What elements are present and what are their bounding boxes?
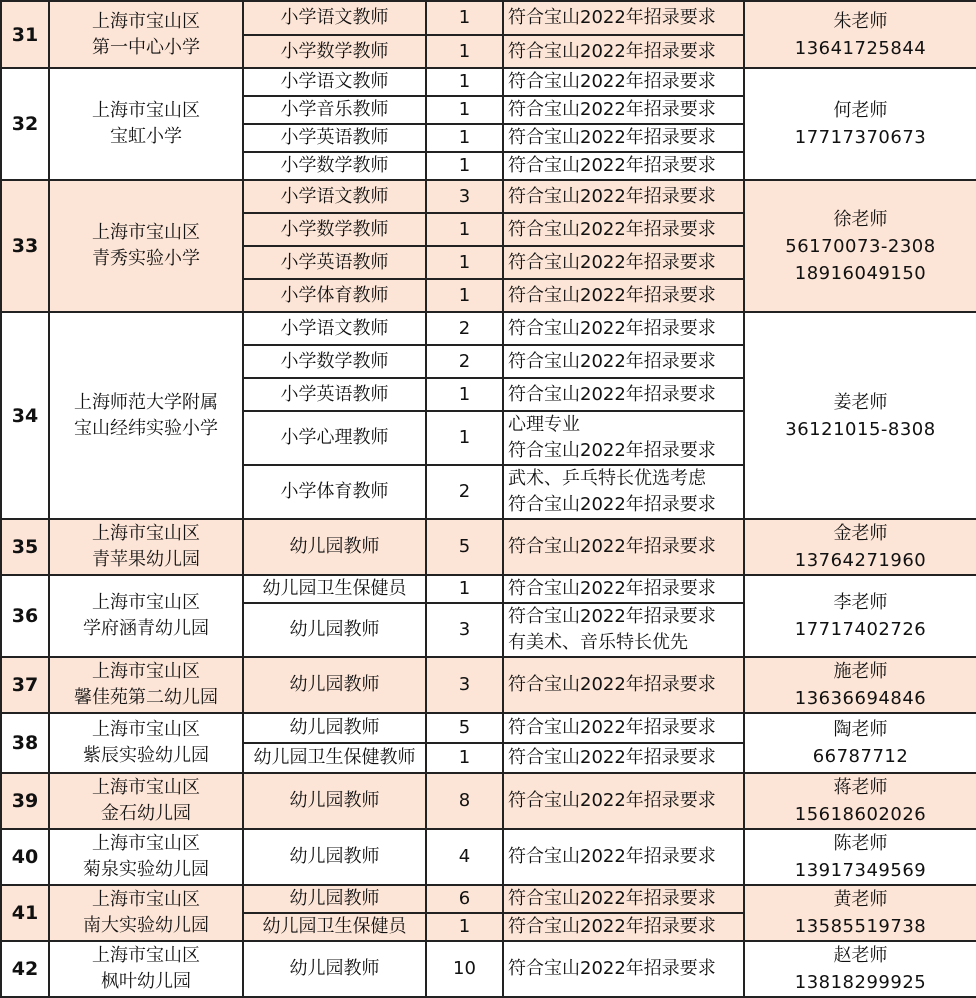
school-name <box>49 180 243 312</box>
school-name <box>49 885 243 941</box>
contact-info <box>744 657 976 713</box>
cell-line: 符合宝山2022年招录要求 <box>508 251 716 273</box>
table-row <box>1 941 976 997</box>
cell-line: 上海市宝山区 <box>92 523 200 544</box>
cell-line: 学府涵青幼儿园 <box>83 618 209 639</box>
cell-line: 青苹果幼儿园 <box>92 549 200 570</box>
cell-line: 上海师范大学附属 <box>74 391 218 413</box>
position-title: 幼儿园教师 <box>243 519 426 575</box>
table-row <box>1 68 976 96</box>
cell-line: 宝虹小学 <box>110 126 182 147</box>
cell-line: 符合宝山2022年招录要求 <box>508 40 716 62</box>
cell-line: 上海市宝山区 <box>92 661 200 682</box>
position-count: 1 <box>426 68 503 96</box>
cell-line: 符合宝山2022年招录要求 <box>508 284 716 306</box>
position-count: 1 <box>426 279 503 312</box>
contact-phone: 13917349569 <box>794 860 927 881</box>
row-number: 31 <box>1 1 49 68</box>
cell-line: 符合宝山2022年招录要求 <box>508 350 716 372</box>
cell-line: 符合宝山2022年招录要求 <box>508 383 716 405</box>
contact-phone: 15618602026 <box>794 804 927 825</box>
position-requirement <box>503 411 744 465</box>
cell-line: 紫辰实验幼儿园 <box>83 745 209 766</box>
contact-info <box>744 575 976 657</box>
contact-phone: 36121015-8308 <box>785 418 936 440</box>
position-requirement <box>503 941 744 997</box>
contact-info <box>744 885 976 941</box>
cell-line: 上海市宝山区 <box>92 777 200 798</box>
table-row <box>1 519 976 575</box>
position-count: 2 <box>426 465 503 519</box>
position-count: 8 <box>426 773 503 829</box>
cell-line: 符合宝山2022年招录要求 <box>508 606 716 627</box>
position-count: 1 <box>426 213 503 246</box>
position-title: 小学语文教师 <box>243 180 426 213</box>
table-row <box>1 575 976 603</box>
cell-line: 符合宝山2022年招录要求 <box>508 127 716 148</box>
contact-info <box>744 312 976 519</box>
position-count: 3 <box>426 180 503 213</box>
position-requirement <box>503 152 744 180</box>
position-count: 1 <box>426 152 503 180</box>
contact-phone: 13636694846 <box>794 688 927 709</box>
position-requirement <box>503 465 744 519</box>
position-count: 1 <box>426 124 503 152</box>
position-title: 幼儿园教师 <box>243 713 426 743</box>
table-row <box>1 885 976 913</box>
contact-phone: 17717402726 <box>794 619 927 640</box>
position-count: 10 <box>426 941 503 997</box>
position-title: 小学语文教师 <box>243 312 426 345</box>
position-count: 1 <box>426 743 503 773</box>
position-requirement <box>503 1 744 35</box>
cell-line: 符合宝山2022年招录要求 <box>508 674 716 695</box>
contact-info <box>744 1 976 68</box>
position-count: 1 <box>426 96 503 124</box>
position-title: 小学语文教师 <box>243 1 426 35</box>
row-number: 32 <box>1 68 49 180</box>
row-number: 35 <box>1 519 49 575</box>
cell-line: 符合宝山2022年招录要求 <box>508 317 716 339</box>
contact-name: 金老师 <box>833 523 888 544</box>
cell-line: 符合宝山2022年招录要求 <box>508 888 716 909</box>
contact-name: 徐老师 <box>833 208 888 230</box>
position-requirement <box>503 279 744 312</box>
position-title: 小学数学教师 <box>243 152 426 180</box>
position-count: 1 <box>426 411 503 465</box>
cell-line: 宝山经纬实验小学 <box>74 417 218 439</box>
contact-phone: 13818299925 <box>794 972 927 993</box>
row-number: 36 <box>1 575 49 657</box>
position-count: 1 <box>426 1 503 35</box>
table-row <box>1 713 976 743</box>
cell-line: 符合宝山2022年招录要求 <box>508 536 716 557</box>
position-requirement <box>503 773 744 829</box>
table-row <box>1 773 976 829</box>
cell-line: 符合宝山2022年招录要求 <box>508 494 716 515</box>
position-requirement <box>503 35 744 68</box>
cell-line: 上海市宝山区 <box>92 592 200 613</box>
school-name <box>49 941 243 997</box>
school-name <box>49 575 243 657</box>
row-number: 41 <box>1 885 49 941</box>
contact-phone: 18916049150 <box>794 262 927 284</box>
cell-line: 枫叶幼儿园 <box>101 971 191 992</box>
cell-line: 符合宝山2022年招录要求 <box>508 155 716 176</box>
row-number: 37 <box>1 657 49 713</box>
table-row <box>1 1 976 35</box>
position-requirement <box>503 246 744 279</box>
table-row <box>1 180 976 213</box>
position-count: 1 <box>426 378 503 411</box>
cell-line: 武术、乒乓特长优选考虑 <box>508 468 706 489</box>
position-requirement <box>503 657 744 713</box>
position-requirement <box>503 743 744 773</box>
position-requirement <box>503 829 744 885</box>
position-count: 1 <box>426 575 503 603</box>
position-requirement <box>503 913 744 941</box>
position-count: 1 <box>426 35 503 68</box>
contact-phone: 66787712 <box>812 746 909 767</box>
contact-info <box>744 68 976 180</box>
position-title: 小学体育教师 <box>243 279 426 312</box>
position-requirement <box>503 713 744 743</box>
cell-line: 符合宝山2022年招录要求 <box>508 958 716 979</box>
contact-name: 姜老师 <box>833 391 888 413</box>
position-title: 小学英语教师 <box>243 246 426 279</box>
position-title: 小学数学教师 <box>243 35 426 68</box>
position-requirement <box>503 378 744 411</box>
row-number: 34 <box>1 312 49 519</box>
position-count: 1 <box>426 913 503 941</box>
contact-name: 黄老师 <box>833 889 888 910</box>
contact-info <box>744 829 976 885</box>
position-title: 幼儿园教师 <box>243 773 426 829</box>
contact-info <box>744 941 976 997</box>
position-requirement <box>503 885 744 913</box>
position-title: 幼儿园卫生保健员 <box>243 575 426 603</box>
cell-line: 上海市宝山区 <box>92 222 200 243</box>
position-requirement <box>503 68 744 96</box>
contact-phone: 13764271960 <box>794 550 927 571</box>
school-name <box>49 68 243 180</box>
cell-line: 符合宝山2022年招录要求 <box>508 185 716 207</box>
position-title: 幼儿园教师 <box>243 941 426 997</box>
cell-line: 符合宝山2022年招录要求 <box>508 99 716 120</box>
contact-name: 施老师 <box>833 661 888 682</box>
position-title: 幼儿园教师 <box>243 603 426 657</box>
cell-line: 金石幼儿园 <box>101 803 191 824</box>
cell-line: 符合宝山2022年招录要求 <box>508 916 716 937</box>
position-title: 小学音乐教师 <box>243 96 426 124</box>
cell-line: 菊泉实验幼儿园 <box>83 859 209 880</box>
school-name <box>49 1 243 68</box>
school-name <box>49 519 243 575</box>
cell-line: 符合宝山2022年招录要求 <box>508 440 716 461</box>
cell-line: 符合宝山2022年招录要求 <box>508 578 716 599</box>
position-title: 幼儿园卫生保健教师 <box>243 743 426 773</box>
table-row <box>1 829 976 885</box>
position-requirement <box>503 124 744 152</box>
position-title: 幼儿园教师 <box>243 885 426 913</box>
cell-line: 上海市宝山区 <box>92 945 200 966</box>
position-count: 3 <box>426 657 503 713</box>
cell-line: 符合宝山2022年招录要求 <box>508 218 716 240</box>
position-count: 6 <box>426 885 503 913</box>
position-title: 幼儿园教师 <box>243 829 426 885</box>
position-title: 小学语文教师 <box>243 68 426 96</box>
school-name <box>49 829 243 885</box>
cell-line: 上海市宝山区 <box>92 100 200 121</box>
cell-line: 上海市宝山区 <box>92 889 200 910</box>
school-name <box>49 773 243 829</box>
position-count: 1 <box>426 246 503 279</box>
contact-phone: 13585519738 <box>794 916 927 937</box>
school-name <box>49 713 243 773</box>
position-count: 3 <box>426 603 503 657</box>
cell-line: 符合宝山2022年招录要求 <box>508 71 716 92</box>
position-requirement <box>503 345 744 378</box>
position-requirement <box>503 213 744 246</box>
contact-phone: 56170073-2308 <box>785 235 936 257</box>
position-count: 2 <box>426 345 503 378</box>
position-title: 幼儿园卫生保健员 <box>243 913 426 941</box>
cell-line: 符合宝山2022年招录要求 <box>508 7 716 28</box>
table-body <box>1 1 976 997</box>
contact-name: 何老师 <box>833 100 888 121</box>
school-name <box>49 657 243 713</box>
contact-name: 李老师 <box>833 592 888 613</box>
position-count: 4 <box>426 829 503 885</box>
cell-line: 青秀实验小学 <box>92 248 200 269</box>
position-title: 幼儿园教师 <box>243 657 426 713</box>
row-number: 39 <box>1 773 49 829</box>
position-requirement <box>503 575 744 603</box>
contact-name: 赵老师 <box>833 945 888 966</box>
contact-name: 陶老师 <box>833 719 888 740</box>
school-name <box>49 312 243 519</box>
contact-name: 朱老师 <box>833 10 888 32</box>
position-title: 小学数学教师 <box>243 213 426 246</box>
cell-line: 符合宝山2022年招录要求 <box>508 747 716 768</box>
contact-info <box>744 773 976 829</box>
position-title: 小学数学教师 <box>243 345 426 378</box>
contact-name: 蒋老师 <box>833 777 888 798</box>
cell-line: 符合宝山2022年招录要求 <box>508 717 716 738</box>
position-count: 5 <box>426 519 503 575</box>
row-number: 40 <box>1 829 49 885</box>
position-requirement <box>503 180 744 213</box>
position-requirement <box>503 96 744 124</box>
cell-line: 上海市宝山区 <box>92 833 200 854</box>
cell-line: 符合宝山2022年招录要求 <box>508 846 716 867</box>
contact-name: 陈老师 <box>833 833 888 854</box>
cell-line: 心理专业 <box>508 414 580 435</box>
contact-phone: 13641725844 <box>794 37 927 59</box>
cell-line: 上海市宝山区 <box>92 719 200 740</box>
contact-info <box>744 519 976 575</box>
contact-info <box>744 713 976 773</box>
position-title: 小学英语教师 <box>243 124 426 152</box>
row-number: 42 <box>1 941 49 997</box>
position-title: 小学心理教师 <box>243 411 426 465</box>
contact-info <box>744 180 976 312</box>
position-title: 小学英语教师 <box>243 378 426 411</box>
cell-line: 有美术、音乐特长优先 <box>508 632 688 653</box>
cell-line: 第一中心小学 <box>92 36 200 58</box>
cell-line: 南大实验幼儿园 <box>83 915 209 936</box>
row-number: 33 <box>1 180 49 312</box>
row-number: 38 <box>1 713 49 773</box>
position-requirement <box>503 312 744 345</box>
position-requirement <box>503 519 744 575</box>
cell-line: 上海市宝山区 <box>92 10 200 32</box>
position-title: 小学体育教师 <box>243 465 426 519</box>
cell-line: 馨佳苑第二幼儿园 <box>74 687 218 708</box>
contact-phone: 17717370673 <box>794 127 927 148</box>
table-row <box>1 657 976 713</box>
position-count: 2 <box>426 312 503 345</box>
table-row <box>1 312 976 345</box>
position-count: 5 <box>426 713 503 743</box>
position-requirement <box>503 603 744 657</box>
cell-line: 符合宝山2022年招录要求 <box>508 790 716 811</box>
